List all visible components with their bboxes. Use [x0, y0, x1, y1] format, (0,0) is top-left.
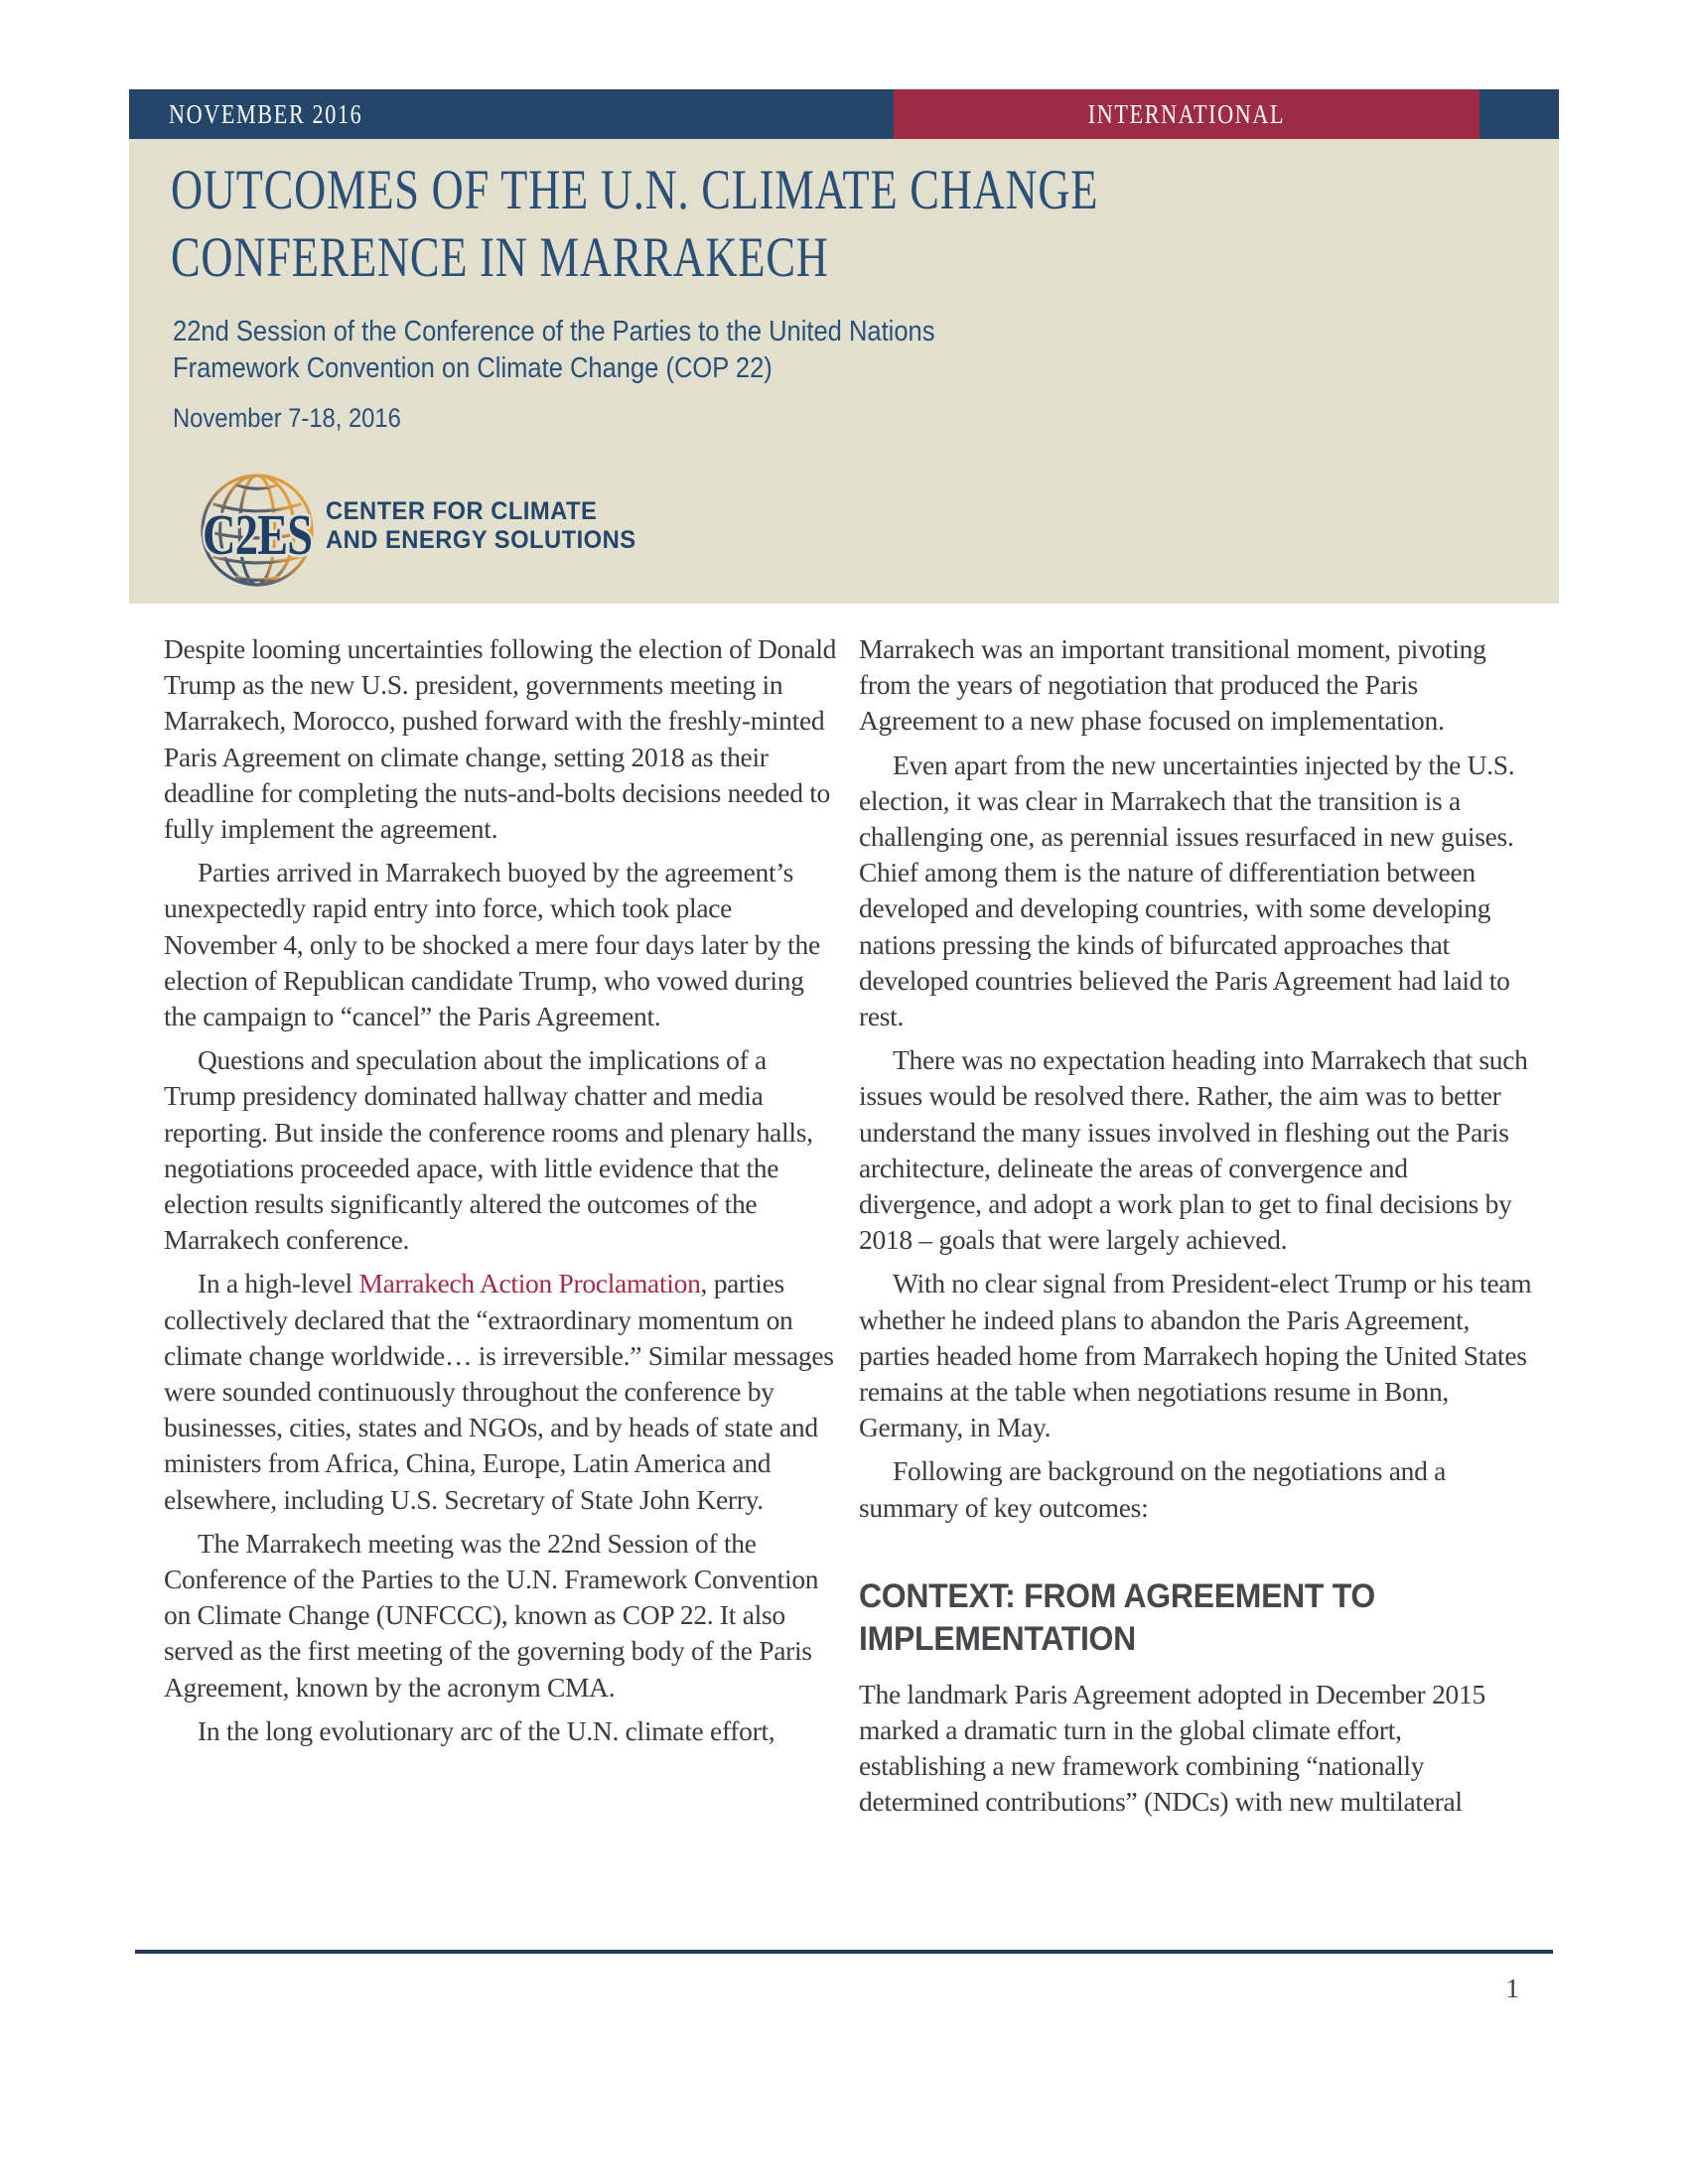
masthead-endcap — [1479, 89, 1559, 139]
paragraph: In the long evolutionary arc of the U.N. climate effort, — [198, 1714, 775, 1746]
report-subtitle — [173, 314, 934, 387]
masthead-category: INTERNATIONAL — [1087, 98, 1286, 129]
c2es-logo-acronym: C2ES — [203, 502, 313, 567]
body-column-left — [164, 631, 839, 1757]
footer-rule — [135, 1950, 1553, 1954]
body-column-right — [859, 631, 1534, 1829]
paragraph: Despite looming uncertainties following the election of Donald Trump as the new U.S. president, governments meeting in Marrakech, Morocco, pushed forward with the freshly-minted Paris Agreement on climate change, setting 2018 as their deadline for completing the nuts-and-bolts decisions needed to fully implement the agreement. — [164, 633, 837, 845]
paragraph: Marrakech was an important transitional moment, pivoting from the years of negotiation that produced the Paris Agreement to a new phase focused on implementation. — [859, 633, 1486, 737]
masthead-issue-date: NOVEMBER 2016 — [169, 98, 363, 129]
masthead — [129, 89, 1559, 139]
c2es-logo-name-line-2: AND ENERGY SOLUTIONS — [326, 526, 636, 554]
paragraph-with-link — [164, 1266, 839, 1517]
report-date-range: November 7-18, 2016 — [173, 403, 401, 433]
paragraph: Following are background on the negotiations and a summary of key outcomes: — [859, 1455, 1447, 1523]
marrakech-action-proclamation-link[interactable]: Marrakech Action Proclamation — [358, 1268, 701, 1299]
masthead-date-segment — [129, 89, 894, 139]
report-subtitle-line-1: 22nd Session of the Conference of the Parties to the United Nations — [173, 316, 935, 347]
report-subtitle-line-2: Framework Convention on Climate Change (COP 22) — [173, 352, 773, 384]
link-paragraph-after: , parties collectively declared that the “extraordinary momentum on climate change worldwide… is irreversible.” Similar messages were sounded continuously throughout the conference by businesses, cities, states and NGOs, and by heads of state and ministers from Africa, China, Europe, Latin America and elsewhere, including U.S. Secretary of State John Kerry. — [164, 1268, 834, 1515]
report-title-line-1: OUTCOMES OF THE U.N. CLIMATE CHANGE — [171, 159, 1099, 221]
c2es-logo-name-line-1: CENTER FOR CLIMATE — [326, 497, 598, 525]
report-title — [171, 157, 1098, 292]
page-number: 1 — [1505, 1974, 1519, 2003]
paragraph: The landmark Paris Agreement adopted in December 2015 marked a dramatic turn in the global climate effort, establishing a new framework combining “nationally determined contributions” (NDCs) with new multilateral — [859, 1678, 1485, 1818]
c2es-logo — [199, 472, 735, 591]
paragraph: Questions and speculation about the implications of a Trump presidency dominated hallway chatter and media reporting. But inside the conference rooms and plenary halls, negotiations proceeded apace, with little evidence that the election results significantly altered the outcomes of the Marrakech conference. — [164, 1044, 813, 1256]
paragraph: Even apart from the new uncertainties injected by the U.S. election, it was clear in Marrakech that the transition is a challenging one, as perennial issues resurfaced in new guises. Chief among them is the nature of differentiation between developed and developing countries, with some developing nations pressing the kinds of bifurcated approaches that developed countries believed the Paris Agreement had laid to rest. — [859, 749, 1515, 1032]
link-paragraph-before: In a high-level — [198, 1268, 359, 1299]
paragraph: With no clear signal from President-elect Trump or his team whether he indeed plans to abandon the Paris Agreement, parties headed home from Marrakech hoping the United States remains at the table when negotiations resume in Bonn, Germany, in May. — [859, 1268, 1532, 1443]
paragraph: Parties arrived in Marrakech buoyed by the agreement’s unexpectedly rapid entry into force, which took place November 4, only to be shocked a mere four days later by the election of Republican candidate Trump, who vowed during the campaign to “cancel” the Paris Agreement. — [164, 857, 820, 1032]
report-header-panel — [129, 139, 1559, 604]
paragraph: There was no expectation heading into Marrakech that such issues would be resolved there. Rather, the aim was to better understand the many issues involved in fleshing out the Paris architecture, delineate the areas of convergence and divergence, and adopt a work plan to get to final decisions by 2018 – goals that were largely achieved. — [859, 1044, 1528, 1256]
c2es-logo-name — [326, 497, 636, 555]
masthead-category-segment — [894, 89, 1479, 139]
report-title-line-2: CONFERENCE IN MARRAKECH — [171, 226, 829, 289]
paragraph: The Marrakech meeting was the 22nd Session of the Conference of the Parties to the U.N. Framework Convention on Climate Change (UNFCCC), known as COP 22. It also served as the first meeting of the governing body of the Paris Agreement, known by the acronym CMA. — [164, 1527, 819, 1703]
section-heading: CONTEXT: FROM AGREEMENT TO IMPLEMENTATION — [859, 1576, 1376, 1658]
